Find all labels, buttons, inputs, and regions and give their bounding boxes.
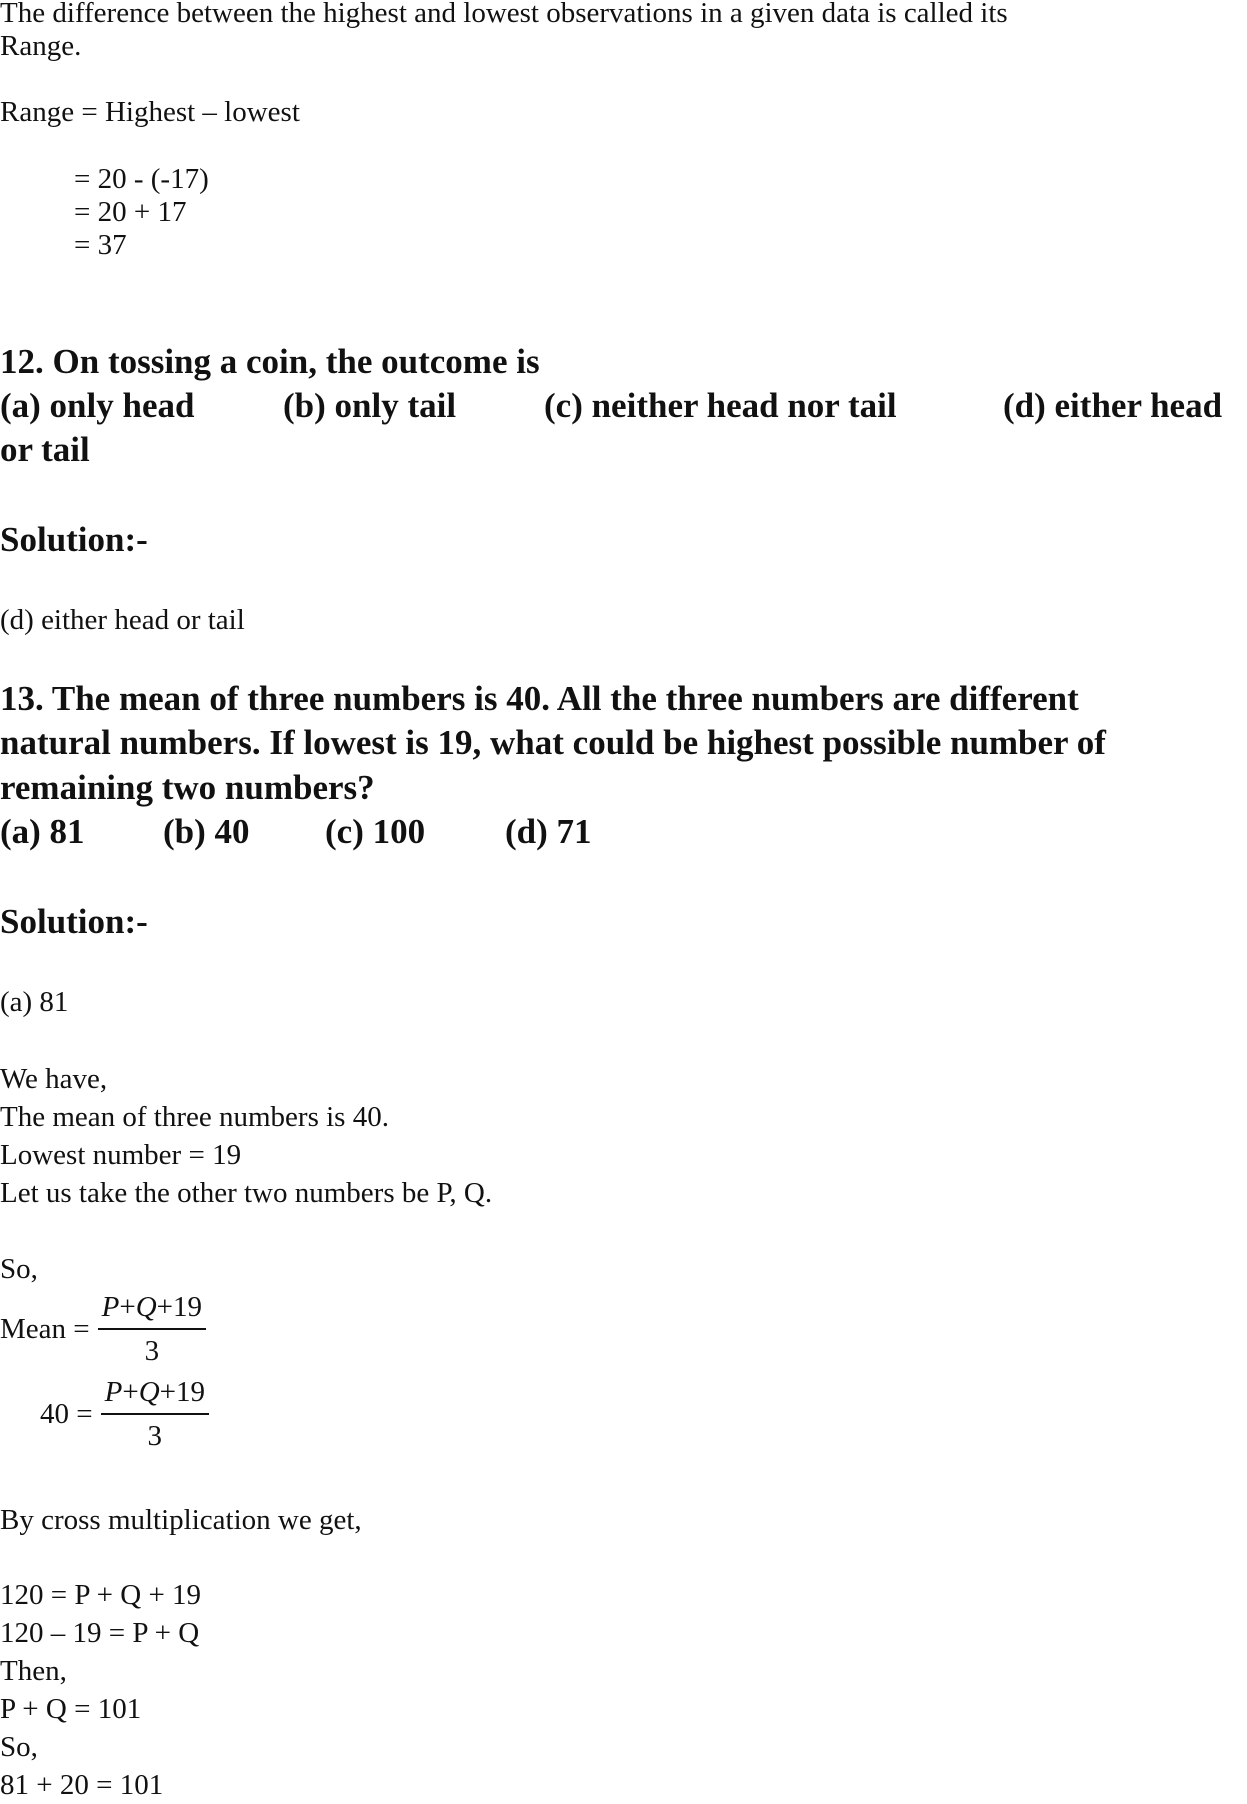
question-13-line-2: natural numbers. If lowest is 19, what could be highest possible number of bbox=[0, 723, 1106, 762]
equation-2: 120 – 19 = P + Q bbox=[0, 1617, 200, 1649]
question-13-line-1: 13. The mean of three numbers is 40. All the three numbers are different bbox=[0, 679, 1079, 718]
range-definition-line-2: Range. bbox=[0, 30, 82, 62]
range-step-1: = 20 - (-17) bbox=[74, 163, 209, 195]
mean-label: Mean = bbox=[0, 1312, 90, 1345]
q13-answer: (a) 81 bbox=[0, 986, 69, 1018]
question-12: 12. On tossing a coin, the outcome is bbox=[0, 342, 540, 381]
q13-solution-heading: Solution:- bbox=[0, 902, 148, 941]
mean-fraction bbox=[98, 1290, 206, 1368]
equation-3: P + Q = 101 bbox=[0, 1693, 142, 1725]
forty-numerator: P+Q+19 bbox=[101, 1375, 209, 1415]
we-have: We have, bbox=[0, 1063, 108, 1095]
q13-option-c: (c) 100 bbox=[325, 812, 426, 851]
range-formula: Range = Highest – lowest bbox=[0, 96, 300, 128]
q12-option-d: (d) either head bbox=[1003, 386, 1223, 425]
range-step-3: = 37 bbox=[74, 229, 127, 261]
forty-label: 40 = bbox=[40, 1397, 93, 1430]
question-13-line-3: remaining two numbers? bbox=[0, 768, 375, 807]
given-let-pq: Let us take the other two numbers be P, Q. bbox=[0, 1177, 493, 1209]
cross-multiplication: By cross multiplication we get, bbox=[0, 1504, 362, 1536]
mean-denominator: 3 bbox=[144, 1335, 160, 1367]
given-lowest: Lowest number = 19 bbox=[0, 1139, 242, 1171]
forty-denominator: 3 bbox=[147, 1420, 163, 1452]
mean-numerator: P+Q+19 bbox=[98, 1290, 206, 1330]
mean-equation bbox=[0, 1290, 206, 1368]
range-definition-line-1: The difference between the highest and lowest observations in a given data is called its bbox=[0, 0, 1008, 29]
q13-option-b: (b) 40 bbox=[163, 812, 250, 851]
equation-4: 81 + 20 = 101 bbox=[0, 1769, 164, 1801]
q13-option-a: (a) 81 bbox=[0, 812, 85, 851]
forty-fraction bbox=[101, 1375, 209, 1453]
so-label-2: So, bbox=[0, 1731, 38, 1763]
equation-1: 120 = P + Q + 19 bbox=[0, 1579, 202, 1611]
given-mean: The mean of three numbers is 40. bbox=[0, 1101, 389, 1133]
q12-option-b: (b) only tail bbox=[283, 386, 457, 425]
q12-option-d-continued: or tail bbox=[0, 430, 90, 469]
q12-option-c: (c) neither head nor tail bbox=[544, 386, 897, 425]
q12-answer: (d) either head or tail bbox=[0, 604, 245, 636]
then-label: Then, bbox=[0, 1655, 67, 1687]
so-label-1: So, bbox=[0, 1253, 38, 1285]
q12-option-a: (a) only head bbox=[0, 386, 195, 425]
q12-solution-heading: Solution:- bbox=[0, 520, 148, 559]
range-step-2: = 20 + 17 bbox=[74, 196, 187, 228]
forty-equation bbox=[40, 1375, 209, 1453]
q13-option-d: (d) 71 bbox=[505, 812, 592, 851]
